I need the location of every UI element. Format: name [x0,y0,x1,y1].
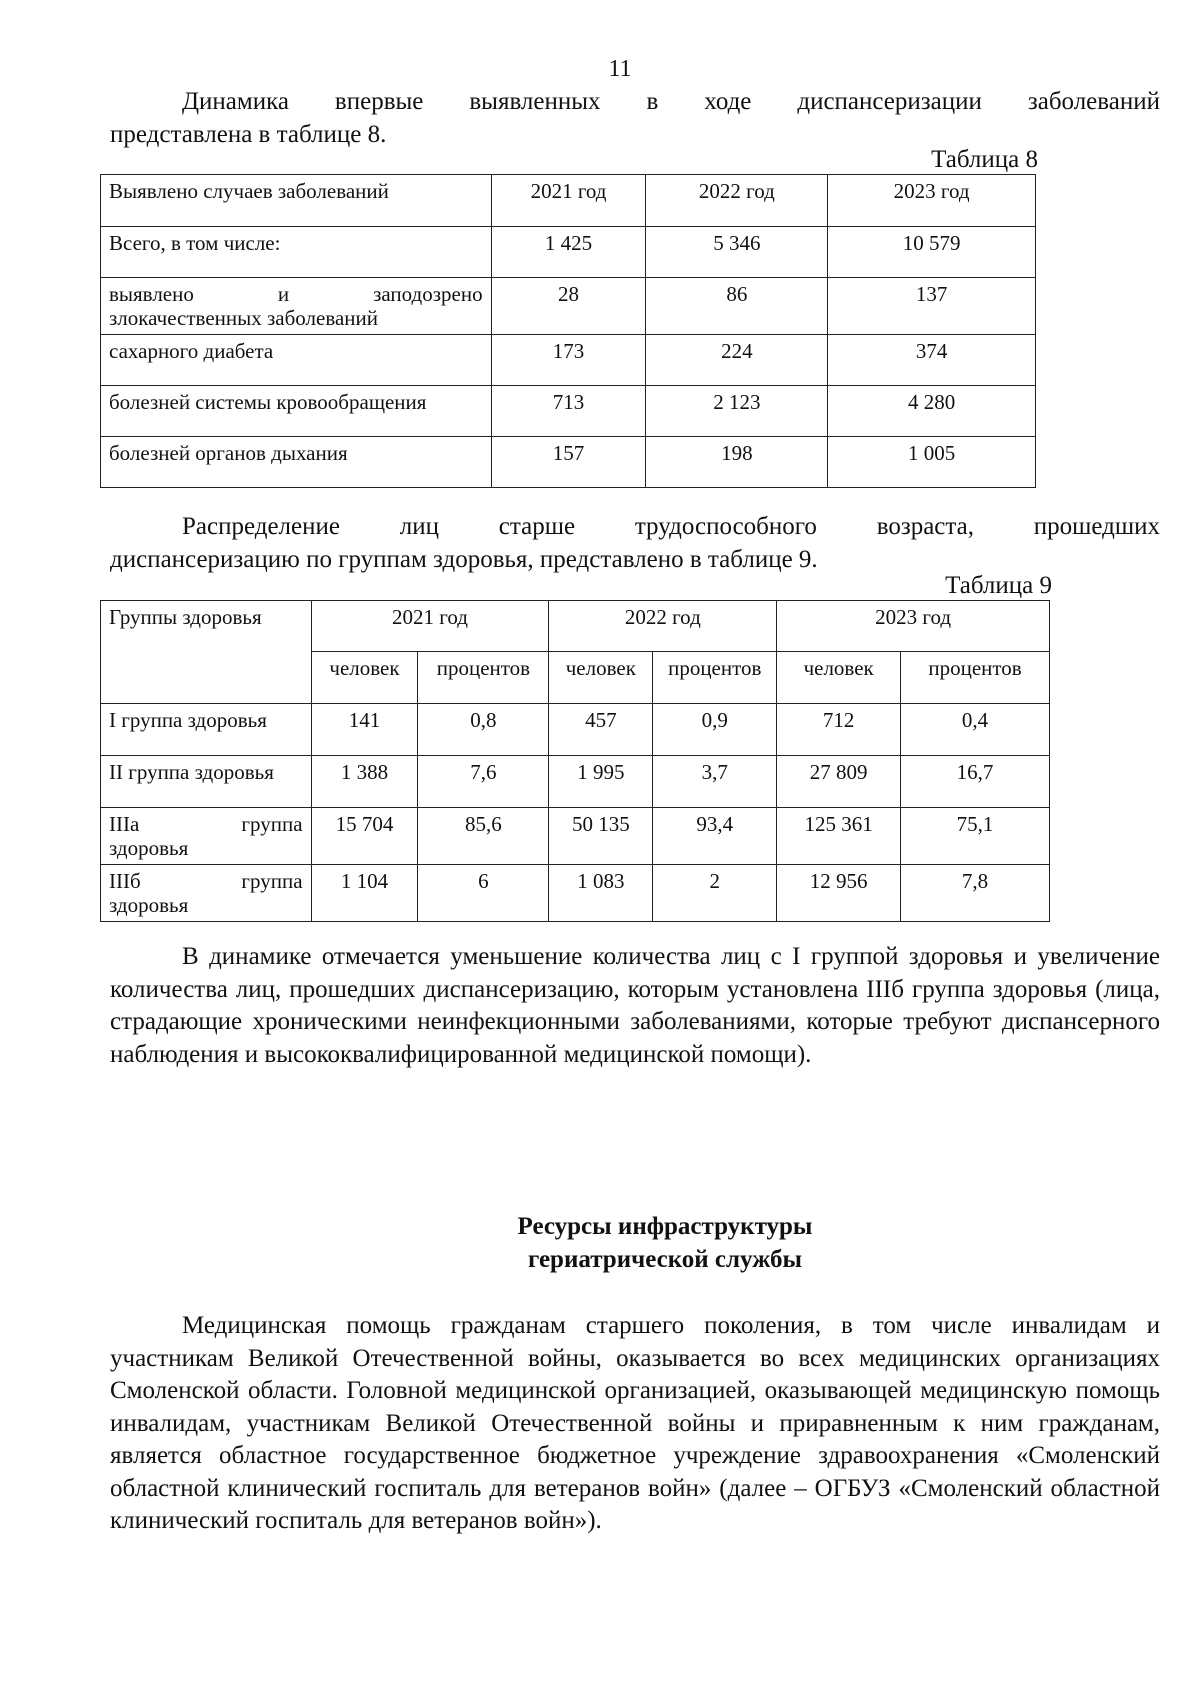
table9-cell: 0,8 [418,704,549,756]
table9-cell: 1 995 [549,756,653,808]
table8-row-label: сахарного диабета [101,335,492,386]
table8-cell: 1 425 [491,227,646,278]
table9-intro-line2: диспансеризацию по группам здоровья, представлено в таблице 9. [110,545,818,573]
section-heading [0,1210,1200,1276]
table8 [100,174,1036,488]
table9-cell: 6 [418,865,549,922]
table8-row-label-line2: злокачественных заболеваний [109,306,378,330]
table9-row-label-line2: здоровья [109,836,189,860]
table8-intro [110,86,1160,151]
table-row [101,865,1050,922]
table8-intro-line1: Динамика впервые выявленных в ходе диспансеризации заболеваний [182,88,1160,115]
table9-subheader-percent: процентов [901,652,1050,704]
table9-year-header: 2021 год [311,601,549,652]
page-number: 11 [608,56,632,82]
table9-caption: Таблица 9 [945,572,1052,599]
table9-cell: 3,7 [653,756,777,808]
table9-year-row [101,601,1050,652]
table-row [101,437,1036,488]
table8-cell: 137 [828,278,1036,335]
table8-cell: 173 [491,335,646,386]
table9-subheader-percent: процентов [653,652,777,704]
table9-cell: 141 [311,704,418,756]
table9-cell: 1 083 [549,865,653,922]
table8-cell: 713 [491,386,646,437]
table9-cell: 125 361 [777,808,901,865]
table8-cell: 1 005 [828,437,1036,488]
table9-cell: 1 388 [311,756,418,808]
table8-caption: Таблица 8 [931,146,1038,173]
table-row [101,227,1036,278]
medical-paragraph [110,1310,1160,1538]
table9-cell: 50 135 [549,808,653,865]
table8-header-cell: 2021 год [491,175,646,227]
table-row [101,278,1036,335]
table8-row-label: Всего, в том числе: [101,227,492,278]
table9-subheader-percent: процентов [418,652,549,704]
table8-header-cell: 2022 год [646,175,828,227]
table8-cell: 157 [491,437,646,488]
section-heading-line2: гериатрической службы [527,1246,803,1273]
dynamics-paragraph-text: В динамике отмечается уменьшение количества лиц с I группой здоровья и увеличение количества лиц, прошедших диспансеризацию, которым установлена IIIб группа здоровья (лица, страдающие хроническими неинфекционными заболеваниями, которые требуют диспансерного наблюдения и высококвалифицированной медицинской помощи). [110,943,1160,1068]
table8-cell: 5 346 [646,227,828,278]
table9-cell: 15 704 [311,808,418,865]
table8-cell: 10 579 [828,227,1036,278]
table8-header-cell: 2023 год [828,175,1036,227]
dynamics-paragraph [110,941,1160,1071]
table9-cell: 457 [549,704,653,756]
table9-cell: 2 [653,865,777,922]
table9-cell: 0,9 [653,704,777,756]
medical-paragraph-text: Медицинская помощь гражданам старшего поколения, в том числе инвалидам и участникам Великой Отечественной войны, оказывается во всех медицинских организациях Смоленской области. Головной медицинской организацией, оказывающей медицинскую помощь инвалидам, участникам Великой Отечественной войны и приравненным к ним гражданам, является областное государственное бюджетное учреждение здравоохранения «Смоленский областной клинический госпиталь для ветеранов войн» (далее – ОГБУЗ «Смоленский областной клинический госпиталь для ветеранов войн»). [110,1312,1160,1534]
table9-row-label-line2: здоровья [109,893,189,917]
table9-cell: 712 [777,704,901,756]
table9-intro-line1: Распределение лиц старше трудоспособного возраста, прошедших [182,513,1160,540]
table9-row-label: I группа здоровья [101,704,312,756]
table8-cell: 198 [646,437,828,488]
table9-cell: 0,4 [901,704,1050,756]
table9-cell: 93,4 [653,808,777,865]
table9-cell: 12 956 [777,865,901,922]
table9-cell: 7,8 [901,865,1050,922]
table8-cell: 28 [491,278,646,335]
table8-header-cell: Выявлено случаев заболеваний [101,175,492,227]
table-row [101,756,1050,808]
table9-row-label-line1: IIIа группа [109,812,303,836]
section-heading-line1: Ресурсы инфраструктуры [517,1213,813,1240]
table9-group-header: Группы здоровья [101,601,312,704]
table8-cell: 374 [828,335,1036,386]
table9-row-label: II группа здоровья [101,756,312,808]
table8-row-label-line1: выявлено и заподозрено [109,282,483,306]
table9-intro [110,511,1160,576]
table9-cell: 85,6 [418,808,549,865]
table9-cell: 7,6 [418,756,549,808]
table9-row-label [101,865,312,922]
table8-cell: 4 280 [828,386,1036,437]
table9-subheader-people: человек [311,652,418,704]
table9 [100,600,1050,922]
table8-cell: 2 123 [646,386,828,437]
table9-row-label-line1: IIIб группа [109,869,303,893]
table9-row-label [101,808,312,865]
table8-row-label: болезней системы кровообращения [101,386,492,437]
table8-header-row [101,175,1036,227]
table8-intro-line2: представлена в таблице 8. [110,120,387,148]
table-row [101,808,1050,865]
table9-cell: 1 104 [311,865,418,922]
table8-cell: 86 [646,278,828,335]
table9-subheader-people: человек [549,652,653,704]
table-row [101,335,1036,386]
table-row [101,386,1036,437]
table9-year-header: 2022 год [549,601,777,652]
table9-cell: 27 809 [777,756,901,808]
table9-year-header: 2023 год [777,601,1050,652]
table8-row-label: болезней органов дыхания [101,437,492,488]
table-row [101,704,1050,756]
table8-row-label [101,278,492,335]
table9-cell: 16,7 [901,756,1050,808]
table8-cell: 224 [646,335,828,386]
table9-cell: 75,1 [901,808,1050,865]
table9-subheader-people: человек [777,652,901,704]
